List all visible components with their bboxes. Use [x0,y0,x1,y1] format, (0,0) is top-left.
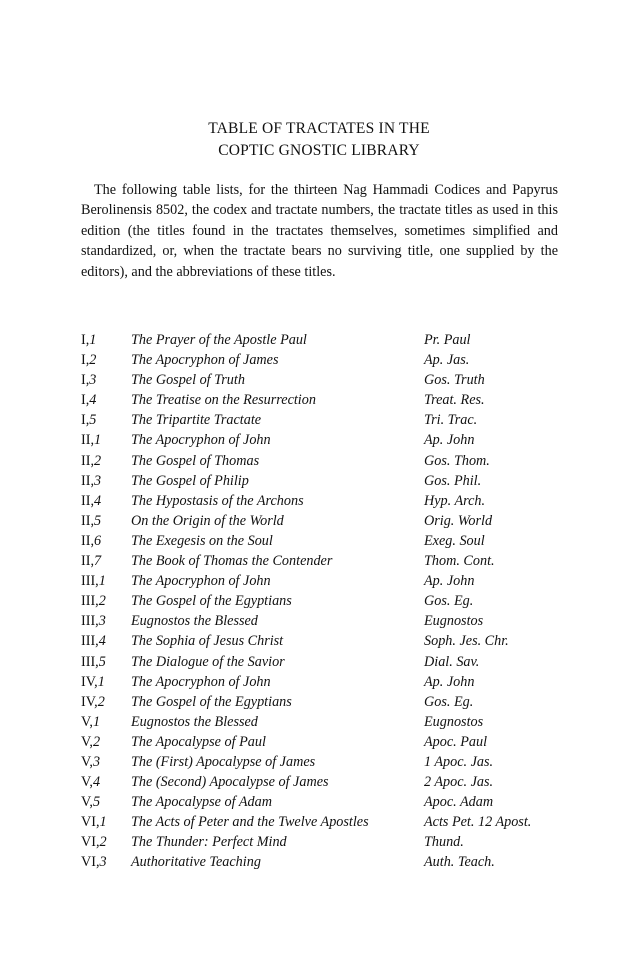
table-row [81,772,561,792]
codex-number: VI, [81,834,100,851]
tractate-index: 2 [92,733,101,750]
table-row [81,652,561,672]
tractate-abbreviation: Hyp. Arch. [424,492,486,509]
tractate-abbreviation: Ap. John [424,573,475,590]
tractate-index: 4 [94,492,102,509]
tractate-index: 1 [94,432,102,449]
tractate-title: The Prayer of the Apostle Paul [131,332,307,348]
tractate-title: The Book of Thomas the Contender [131,553,333,570]
codex-number: VI, [81,854,100,871]
table-row [81,410,561,430]
tractate-abbreviation: Auth. Teach. [424,854,495,871]
tractate-number [81,551,101,571]
table-row [81,571,561,591]
tractate-index: 1 [99,814,107,831]
tractate-abbreviation: Ap. John [424,673,475,690]
tractate-abbreviation: Eugnostos [424,713,484,730]
tractate-title: The Apocalypse of Adam [131,794,272,811]
table-row [81,390,561,410]
tractate-number [81,350,96,370]
tractate-index: 6 [94,532,102,549]
table-row [81,792,561,812]
table-row [81,712,561,732]
table-row [81,491,561,511]
tractate-index: 4 [92,774,101,791]
tractate-number [81,692,105,712]
tractate-number [81,611,106,631]
table-row [81,471,561,491]
tractate-title: The Apocryphon of James [131,352,279,369]
table-row [81,430,561,450]
tractate-abbreviation: Ap. John [424,432,475,449]
tractate-index: 5 [89,412,97,429]
tractate-index: 2 [94,452,102,469]
table-row [81,511,561,531]
tractate-abbreviation: Exeg. Soul [424,532,485,549]
tractate-index: 5 [94,512,102,529]
codex-number: V, [81,753,93,770]
codex-number: III, [81,573,99,590]
tractate-abbreviation: Apoc. Adam [424,794,494,811]
codex-number: II, [81,553,94,570]
tractate-index: 1 [97,673,105,690]
tractate-index: 3 [94,472,102,489]
tractate-title: The Gospel of Thomas [131,452,260,469]
codex-number: V, [81,794,93,811]
table-row [81,591,561,611]
intro-paragraph: The following table lists, for the thirteen Nag Hammadi Codices and Papyrus Berolinensis 8502, the codex and tractate numbers, the tractate titles as used in this edition (the titles found in the tractates themselves, sometimes simplified and standardized, or, when the tractate bears no surviving title, one supplied by the editors), and the abbreviations of these titles. [81,182,558,280]
tractate-number [81,370,96,390]
tractate-number [81,631,106,651]
tractate-number [81,832,107,852]
codex-number: II, [81,512,94,529]
tractate-abbreviation: 1 Apoc. Jas. [424,753,494,770]
codex-number: I, [81,392,90,409]
codex-number: V, [81,713,93,730]
tractate-index: 2 [97,693,105,710]
tractate-number [81,772,100,792]
tractate-title: The Exegesis on the Soul [131,532,273,549]
table-row [81,451,561,471]
tractate-title: The (First) Apocalypse of James [131,753,316,770]
codex-number: II, [81,432,94,449]
tractate-abbreviation: Gos. Thom. [424,452,490,469]
tractate-title: The Dialogue of the Savior [131,653,285,670]
tractate-abbreviation: Thom. Cont. [424,553,495,570]
codex-number: VI, [81,814,100,831]
heading-line-1: TABLE OF TRACTATES IN THE [208,120,430,137]
tractate-title: Authoritative Teaching [131,854,261,871]
tractate-abbreviation: Ap. Jas. [424,352,470,369]
tractate-title: Eugnostos the Blessed [131,613,258,630]
codex-number: III, [81,633,99,650]
tractate-abbreviation: Dial. Sav. [424,653,480,670]
tractate-title: The Gospel of the Egyptians [131,693,292,710]
heading-line-2: COPTIC GNOSTIC LIBRARY [218,142,420,159]
tractate-title: Eugnostos the Blessed [131,713,258,730]
table-row [81,812,561,832]
tractate-index: 4 [89,392,97,409]
codex-number: II, [81,532,94,549]
page-heading [0,118,638,162]
codex-number: III, [81,653,99,670]
table-row [81,732,561,752]
tractate-index: 3 [98,613,106,630]
tractate-title: The Treatise on the Resurrection [131,392,316,409]
codex-number: II, [81,452,94,469]
tractate-index: 1 [98,573,106,590]
table-row [81,330,561,350]
table-row [81,672,561,692]
tractate-title: The Gospel of the Egyptians [131,593,292,610]
tractate-number [81,752,100,772]
tractate-abbreviation: Soph. Jes. Chr. [424,633,509,650]
tractate-title: The Tripartite Tractate [131,412,262,429]
tractate-number [81,672,105,692]
tractate-abbreviation: Pr. Paul [424,332,471,348]
table-row [81,350,561,370]
tractate-number [81,390,96,410]
tractate-abbreviation: Gos. Truth [424,372,485,389]
tractate-number [81,652,106,672]
tractate-abbreviation: Acts Pet. 12 Apost. [424,814,532,831]
tractate-title: The Gospel of Truth [131,372,245,389]
codex-number: I, [81,372,90,389]
tractate-abbreviation: Apoc. Paul [424,733,488,750]
tractate-index: 1 [92,713,101,730]
tractate-number [81,712,100,732]
tractate-number [81,571,106,591]
codex-number: I, [81,412,90,429]
tractate-title: The Apocryphon of John [131,573,271,590]
codex-number: I, [81,332,90,348]
tractate-title: The Apocryphon of John [131,432,271,449]
tractate-abbreviation: Treat. Res. [424,392,485,409]
tractate-index: 5 [98,653,106,670]
tractate-abbreviation: Eugnostos [424,613,484,630]
tractate-index: 4 [98,633,106,650]
table-row [81,752,561,772]
tractate-title: The Thunder: Perfect Mind [131,834,287,851]
table-row [81,832,561,852]
tractate-number [81,792,100,812]
tractate-abbreviation: 2 Apoc. Jas. [424,774,494,791]
tractate-index: 1 [89,332,97,348]
codex-number: II, [81,492,94,509]
tractate-title: The (Second) Apocalypse of James [131,774,329,791]
tractate-number [81,591,106,611]
tractate-table [81,330,561,873]
tractate-abbreviation: Thund. [424,834,464,851]
tractate-number [81,812,107,832]
tractate-number [81,471,101,491]
tractate-index: 7 [94,553,102,570]
tractate-index: 3 [99,854,107,871]
tractate-abbreviation: Orig. World [424,512,493,529]
table-row [81,531,561,551]
tractate-number [81,531,101,551]
codex-number: V, [81,774,93,791]
tractate-title: The Gospel of Philip [131,472,249,489]
codex-number: IV, [81,693,98,710]
tractate-title: The Apocalypse of Paul [131,733,266,750]
codex-number: II, [81,472,94,489]
tractate-abbreviation: Tri. Trac. [424,412,478,429]
tractate-index: 2 [99,834,107,851]
tractate-number [81,410,96,430]
tractate-index: 2 [89,352,97,369]
table-row [81,611,561,631]
tractate-number [81,732,100,752]
tractate-index: 2 [98,593,106,610]
codex-number: III, [81,593,99,610]
tractate-index: 3 [89,372,97,389]
tractate-title: On the Origin of the World [131,512,284,529]
table-row [81,852,561,872]
tractate-number [81,430,101,450]
tractate-index: 5 [92,794,101,811]
tractate-abbreviation: Gos. Eg. [424,693,474,710]
codex-number: I, [81,352,90,369]
table-row [81,370,561,390]
tractate-number [81,852,107,872]
codex-number: III, [81,613,99,630]
tractate-number [81,511,101,531]
table-row [81,551,561,571]
tractate-title: The Sophia of Jesus Christ [131,633,284,650]
tractate-title: The Hypostasis of the Archons [131,492,304,509]
table-row [81,692,561,712]
table-row [81,631,561,651]
tractate-abbreviation: Gos. Phil. [424,472,482,489]
tractate-title: The Acts of Peter and the Twelve Apostles [131,814,369,831]
tractate-number [81,451,101,471]
tractate-index: 3 [92,753,101,770]
tractate-number [81,330,96,350]
codex-number: IV, [81,673,98,690]
tractate-number [81,491,101,511]
codex-number: V, [81,733,93,750]
tractate-abbreviation: Gos. Eg. [424,593,474,610]
tractate-title: The Apocryphon of John [131,673,271,690]
